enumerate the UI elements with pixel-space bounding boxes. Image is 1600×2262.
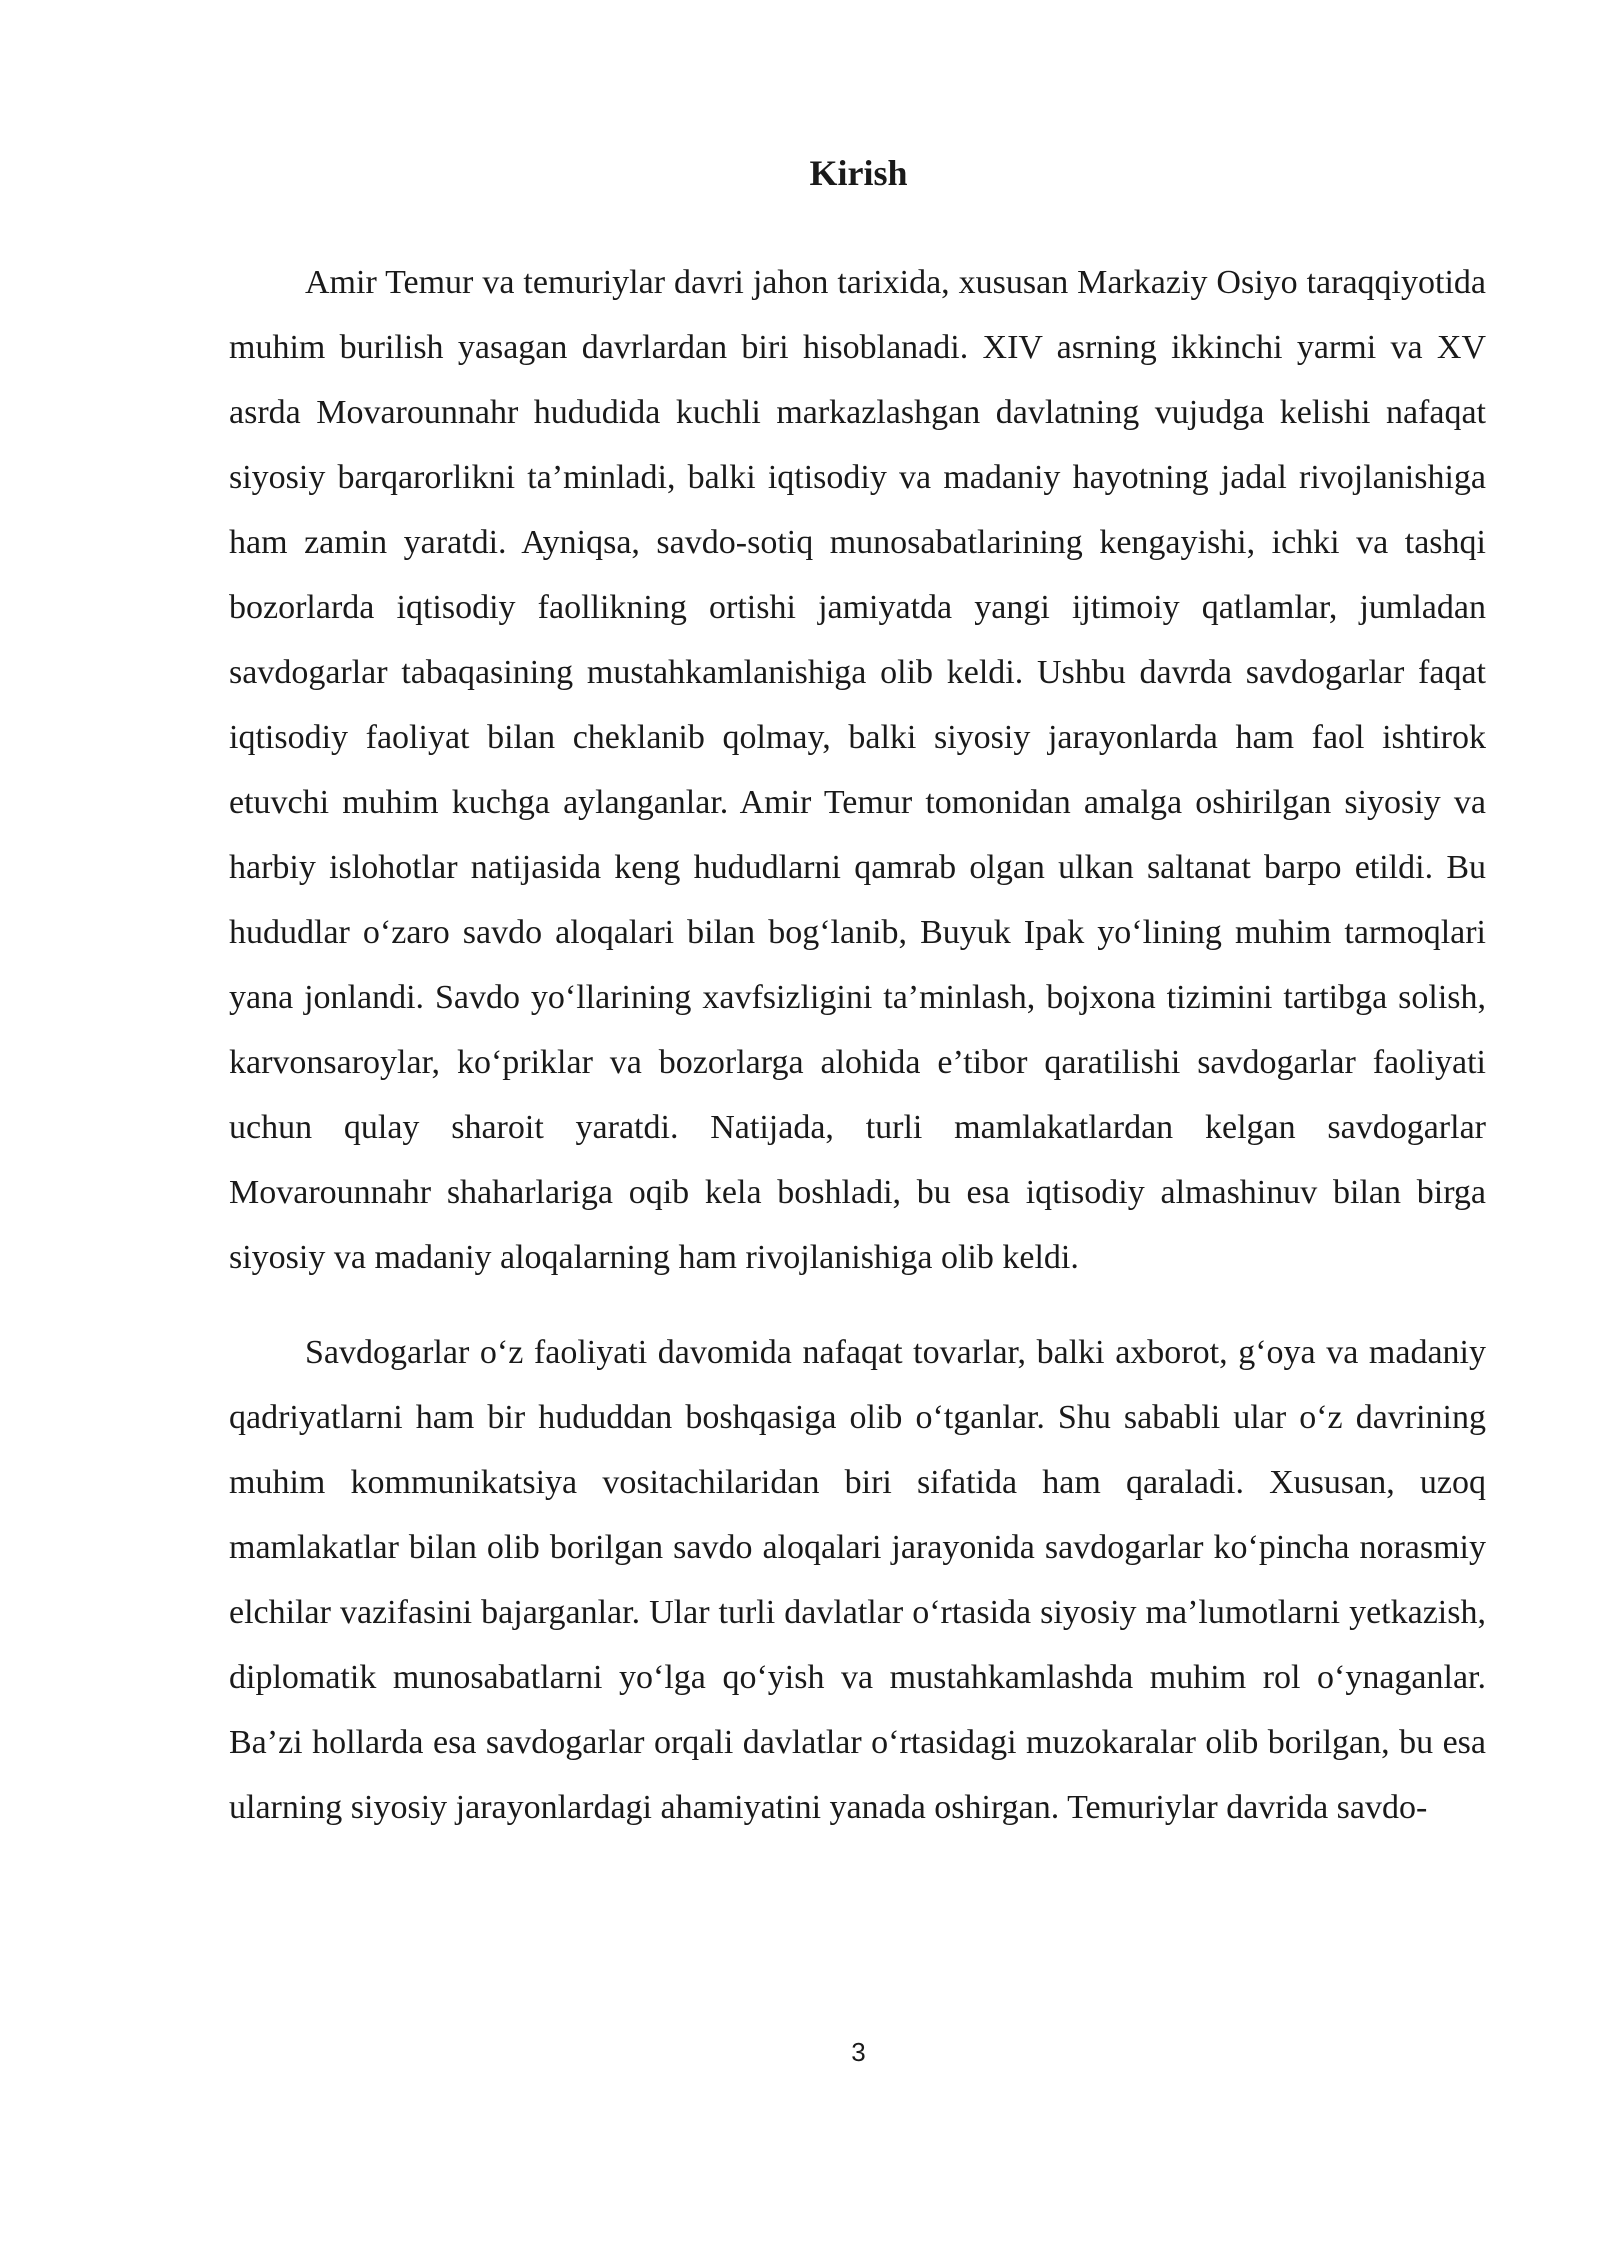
paragraph-1: Amir Temur va temuriylar davri jahon tarixida, xususan Markaziy Osiyo taraqqiyotida muhim burilish yasagan davrlardan biri hisoblanadi. XIV asrning ikkinchi yarmi va XV asrda Movarounnahr hududida kuchli markazlashgan davlatning vujudga kelishi nafaqat siyosiy barqarorlikni ta’minladi, balki iqtisodiy va madaniy hayotning jadal rivojlanishiga ham zamin yaratdi. Ayniqsa, savdo-sotiq munosabatlarining kengayishi, ichki va tashqi bozorlarda iqtisodiy faollikning ortishi jamiyatda yangi ijtimoiy qatlamlar, jumladan savdogarlar tabaqasining mustahkamlanishiga olib keldi. Ushbu davrda savdogarlar faqat iqtisodiy faoliyat bilan cheklanib qolmay, balki siyosiy jarayonlarda ham faol ishtirok etuvchi muhim kuchga aylanganlar. Amir Temur tomonidan amalga oshirilgan siyosiy va harbiy islohotlar natijasida keng hududlarni qamrab olgan ulkan saltanat barpo etildi. Bu hududlar o‘zaro savdo aloqalari bilan bog‘lanib, Buyuk Ipak yo‘lining muhim tarmoqlari yana jonlandi. Savdo yo‘llarining xavfsizligini ta’minlash, bojxona tizimini tartibga solish, karvonsaroylar, ko‘priklar va bozorlarga alohida e’tibor qaratilishi savdogarlar faoliyati uchun qulay sharoit yaratdi. Natijada, turli mamlakatlardan kelgan savdogarlar Movarounnahr shaharlariga oqib kela boshladi, bu esa iqtisodiy almashinuv bilan birga siyosiy va madaniy aloqalarning ham rivojlanishiga olib keldi. — [229, 264, 1486, 1276]
body-text — [229, 250, 1486, 1840]
section-heading: Kirish — [809, 153, 908, 193]
page-number: 3 — [851, 2037, 866, 2067]
paragraph-2: Savdogarlar o‘z faoliyati davomida nafaqat tovarlar, balki axborot, g‘oya va madaniy qadriyatlarni ham bir hududdan boshqasiga olib o‘tganlar. Shu sababli ular o‘z davrining muhim kommunikatsiya vositachilaridan biri sifatida ham qaraladi. Xususan, uzoq mamlakatlar bilan olib borilgan savdo aloqalari jarayonida savdogarlar ko‘pincha norasmiy elchilar vazifasini bajarganlar. Ular turli davlatlar o‘rtasida siyosiy ma’lumotlarni yetkazish, diplomatik munosabatlarni yo‘lga qo‘yish va mustahkamlashda muhim rol o‘ynaganlar. Ba’zi hollarda esa savdogarlar orqali davlatlar o‘rtasidagi muzokaralar olib borilgan, bu esa ularning siyosiy jarayonlardagi ahamiyatini yanada oshirgan. Temuriylar davrida savdo- — [229, 1334, 1486, 1826]
